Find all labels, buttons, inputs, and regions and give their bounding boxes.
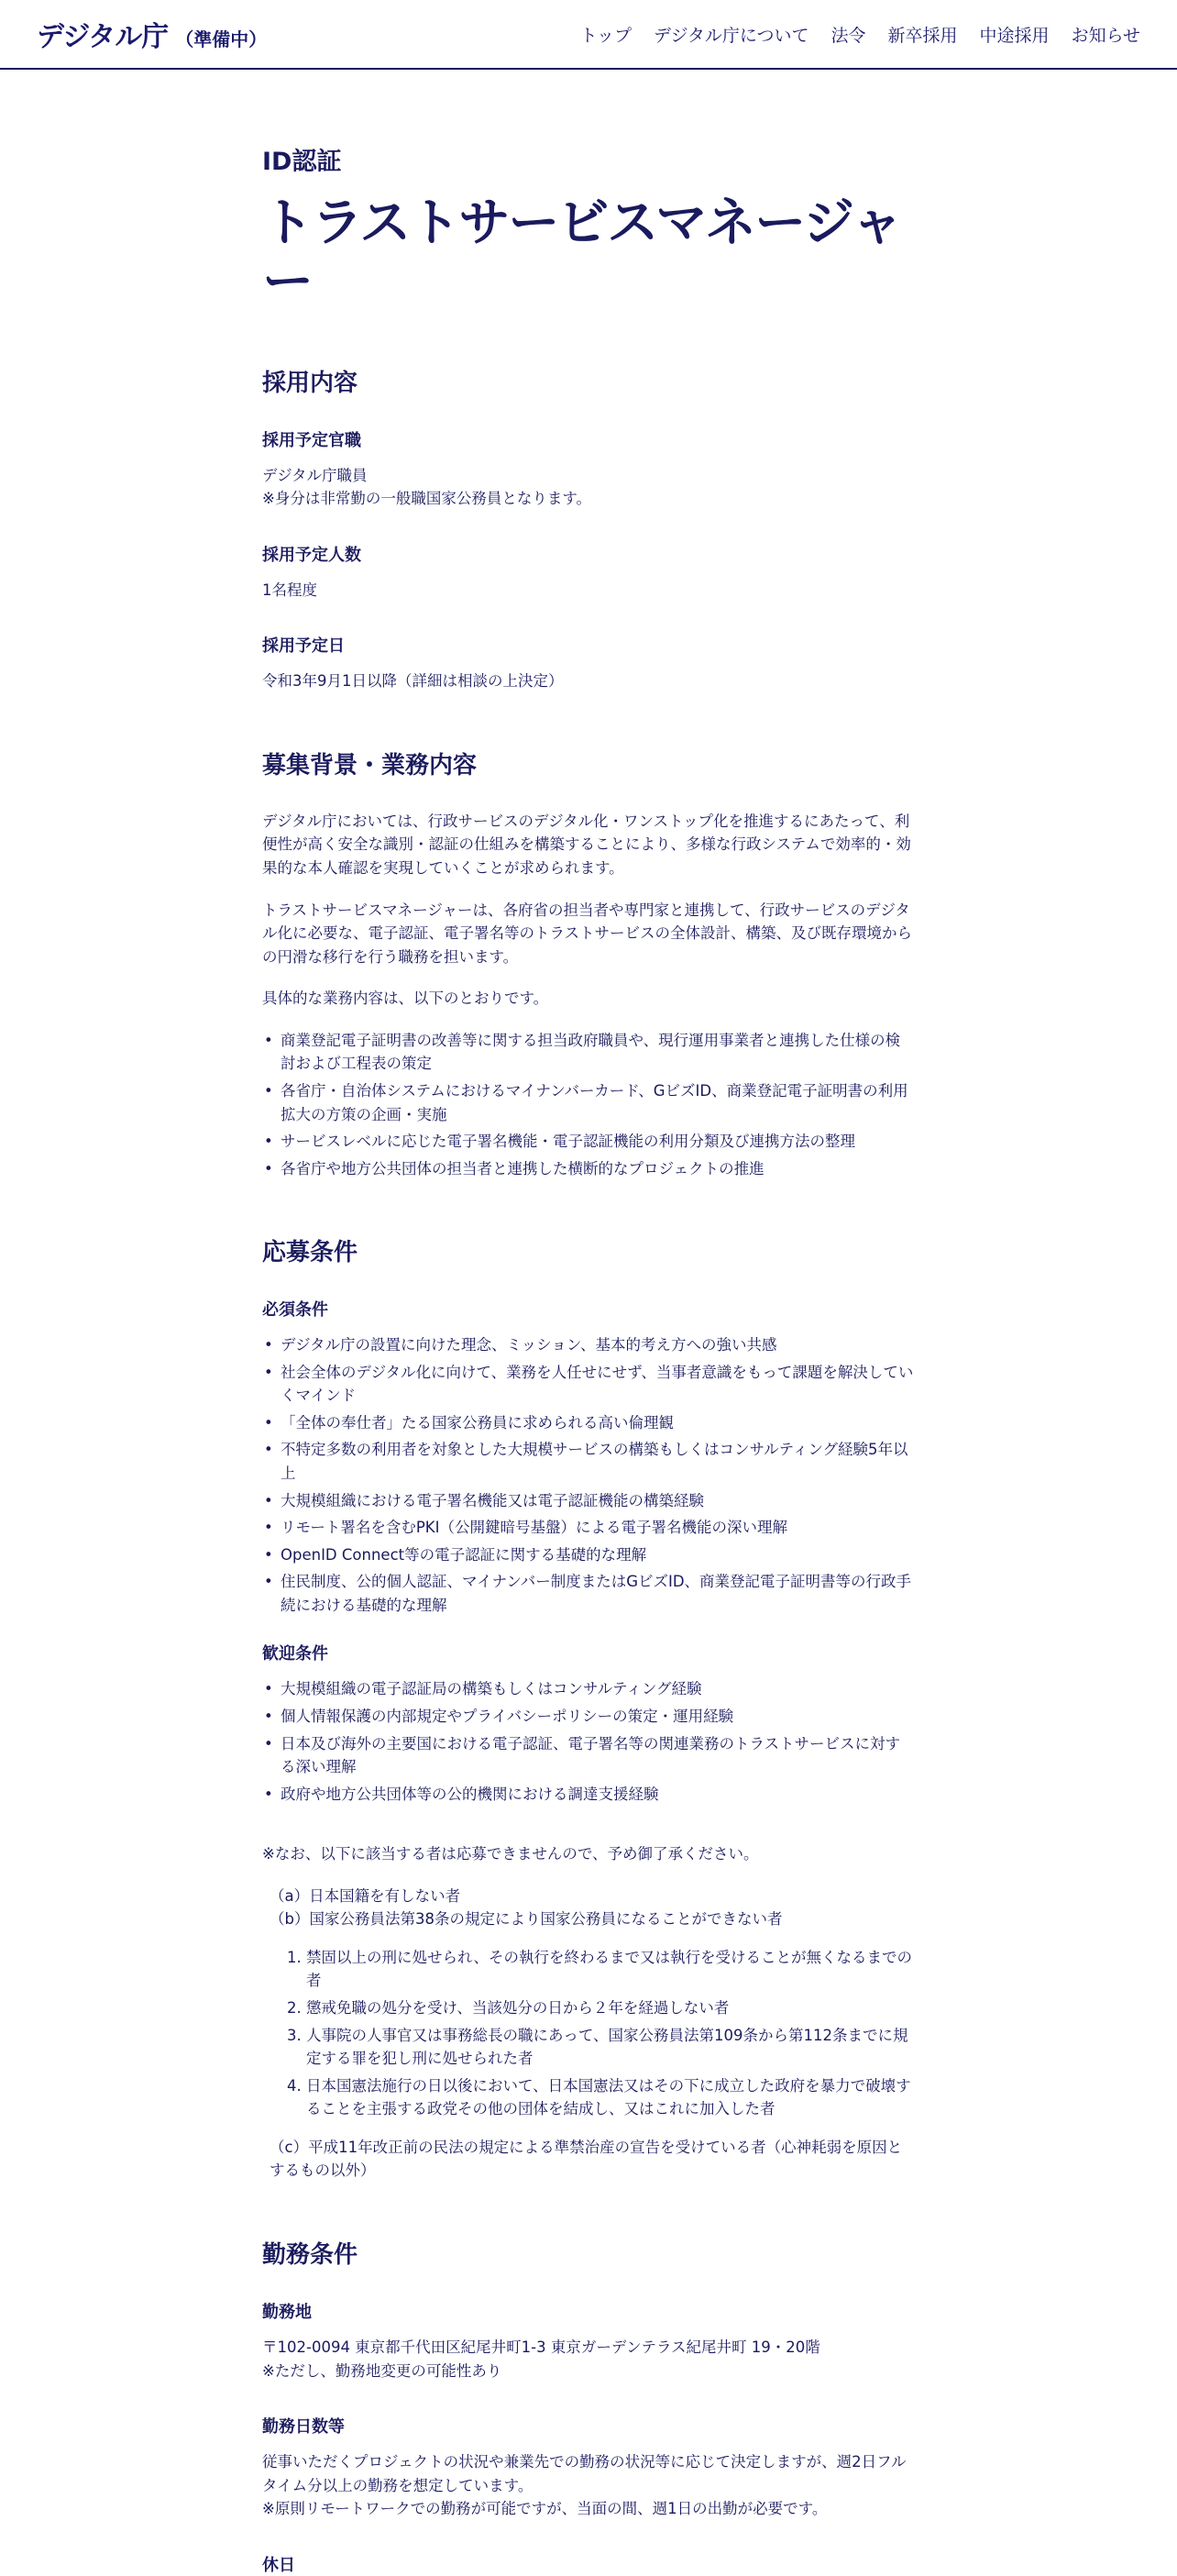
exclusion-note: ※なお、以下に該当する者は応募できませんので、予め御了承ください。 (262, 1845, 759, 1863)
requirements-section (262, 1233, 915, 2183)
conditions-heading: 勤務条件 (262, 2240, 358, 2269)
logo-subtext: （準備中） (175, 28, 268, 50)
list-item: • 各省庁・自治体システムにおけるマイナンバーカード、GビズID、商業登記電子証明書の利用拡大の方策の企画・実施 (262, 1079, 915, 1126)
site-logo[interactable] (37, 14, 267, 54)
nav-link-top[interactable]: トップ (579, 25, 632, 46)
field-value: 〒102-0094 東京都千代田区紀尾井町1-3 東京ガーデンテラス紀尾井町 19・20階 (262, 2338, 820, 2356)
site-header (0, 0, 1177, 70)
list-item: 3. 人事院の人事官又は事務総長の職にあって、国家公務員法第109条から第112条までに規定する罪を犯し刑に処せられた者 (306, 2024, 915, 2071)
nav-link-mid-career[interactable]: 中途採用 (979, 25, 1050, 46)
list-item: 4. 日本国憲法施行の日以後において、日本国憲法又はその下に成立した政府を暴力で破壊することを主張する政党その他の団体を結成し、又はこれに加入した者 (306, 2074, 915, 2121)
field-holidays (262, 2552, 915, 2576)
list-item: • 日本及び海外の主要国における電子認証、電子署名等の関連業務のトラストサービスに対する深い理解 (262, 1732, 915, 1779)
background-paragraph: トラストサービスマネージャーは、各府省の担当者や専門家と連携して、行政サービスのデジタル化に必要な、電子認証、電子署名等のトラストサービスの全体設計、構築、及び既存環境からの円滑な移行を行う職務を担います。 (262, 901, 913, 966)
required-heading: 必須条件 (262, 1300, 328, 1321)
field-location (262, 2299, 915, 2383)
welcome-list (262, 1677, 915, 1806)
list-item: • 個人情報保護の内部規定やプライバシーポリシーの策定・運用経験 (262, 1705, 915, 1729)
nav-link-laws[interactable]: 法令 (830, 25, 866, 46)
global-nav (580, 22, 1140, 47)
exclusion-item: （b）国家公務員法第38条の規定により国家公務員になることができない者 (270, 1910, 783, 1929)
background-section (262, 746, 915, 1180)
requirements-heading: 応募条件 (262, 1239, 358, 1267)
field-label: 勤務日数等 (262, 2417, 345, 2438)
field-label: 採用予定官職 (262, 430, 361, 450)
page-category: ID認証 (262, 148, 342, 176)
list-item: • リモート署名を含むPKI（公開鍵暗号基盤）による電子署名機能の深い理解 (262, 1516, 915, 1540)
list-item: • 社会全体のデジタル化に向けて、業務を人任せにせず、当事者意識をもって課題を解決していくマインド (262, 1361, 915, 1408)
logo-text: デジタル庁 (37, 21, 169, 53)
list-item: • デジタル庁の設置に向けた理念、ミッション、基本的考え方への強い共感 (262, 1333, 915, 1357)
field-headcount (262, 542, 915, 603)
field-work-days (262, 2414, 915, 2521)
list-item: • サービスレベルに応じた電子署名機能・電子認証機能の利用分類及び連携方法の整理 (262, 1130, 915, 1154)
background-heading: 募集背景・業務内容 (262, 751, 478, 779)
field-note: ※身分は非常勤の一般職国家公務員となります。 (262, 490, 592, 508)
main-content (262, 70, 915, 2576)
recruitment-heading: 採用内容 (262, 369, 358, 397)
field-value: 令和3年9月1日以降（詳細は相談の上決定） (262, 672, 564, 691)
nav-link-news[interactable]: お知らせ (1071, 25, 1140, 46)
welcome-block (262, 1641, 915, 1806)
field-value: 1名程度 (262, 580, 317, 599)
nav-link-new-grad[interactable]: 新卒採用 (887, 25, 958, 46)
field-label: 採用予定日 (262, 636, 345, 657)
field-note: ※原則リモートワークでの勤務が可能ですが、当面の間、週1日の出勤が必要です。 (262, 2500, 828, 2518)
list-item: • 大規模組織の電子認証局の構築もしくはコンサルティング経験 (262, 1677, 915, 1701)
list-item: • 政府や地方公共団体等の公的機関における調達支援経験 (262, 1783, 915, 1807)
list-item: • OpenID Connect等の電子認証に関する基礎的な理解 (262, 1543, 915, 1567)
field-value: デジタル庁職員 (262, 466, 368, 484)
list-item: • 商業登記電子証明書の改善等に関する担当政府職員や、現行運用事業者と連携した仕様の検討および工程表の策定 (262, 1029, 915, 1076)
recruitment-section (262, 364, 915, 693)
exclusion-item: （a）日本国籍を有しない者 (270, 1886, 461, 1905)
exclusion-numbered-list (262, 1946, 915, 2121)
list-item: • 大規模組織における電子署名機能又は電子認証機能の構築経験 (262, 1489, 915, 1513)
field-label: 採用予定人数 (262, 545, 361, 565)
list-item: • 各省庁や地方公共団体の担当者と連携した横断的なプロジェクトの推進 (262, 1157, 915, 1181)
required-block (262, 1297, 915, 1617)
exclusion-item: （c）平成11年改正前の民法の規定による準禁治産の宣告を受けている者（心神耗弱を原因とするもの以外） (270, 2138, 903, 2180)
welcome-heading: 歓迎条件 (262, 1644, 328, 1664)
field-position (262, 427, 915, 511)
field-label: 休日 (262, 2555, 295, 2575)
page-title: トラストサービスマネージャー (262, 193, 901, 313)
field-label: 勤務地 (262, 2302, 312, 2322)
list-item: 1. 禁固以上の刑に処せられ、その執行を終わるまで又は執行を受けることが無くなるまでの者 (306, 1946, 915, 1993)
nav-link-about[interactable]: デジタル庁について (654, 25, 809, 46)
duties-list (262, 1029, 915, 1180)
list-item: 2. 懲戒免職の処分を受け、当該処分の日から２年を経過しない者 (306, 1996, 915, 2020)
conditions-section (262, 2236, 915, 2576)
list-item: • 「全体の奉仕者」たる国家公務員に求められる高い倫理観 (262, 1411, 915, 1435)
field-value: 従事いただくプロジェクトの状況や兼業先での勤務の状況等に応じて決定しますが、週2日フルタイム分以上の勤務を想定しています。 (262, 2453, 907, 2494)
background-paragraph: 具体的な業務内容は、以下のとおりです。 (262, 989, 549, 1008)
field-note: ※ただし、勤務地変更の可能性あり (262, 2361, 502, 2380)
background-paragraph: デジタル庁においては、行政サービスのデジタル化・ワンストップ化を推進するにあたって、利便性が高く安全な識別・認証の仕組みを構築することにより、多様な行政システムで効率的・効果的な本人確認を実現していくことが求められます。 (262, 812, 911, 877)
list-item: • 住民制度、公的個人認証、マイナンバー制度またはGビズID、商業登記電子証明書等の行政手続における基礎的な理解 (262, 1570, 915, 1617)
required-list (262, 1333, 915, 1617)
list-item: • 不特定多数の利用者を対象とした大規模サービスの構築もしくはコンサルティング経験5年以上 (262, 1438, 915, 1485)
field-start-date (262, 633, 915, 693)
